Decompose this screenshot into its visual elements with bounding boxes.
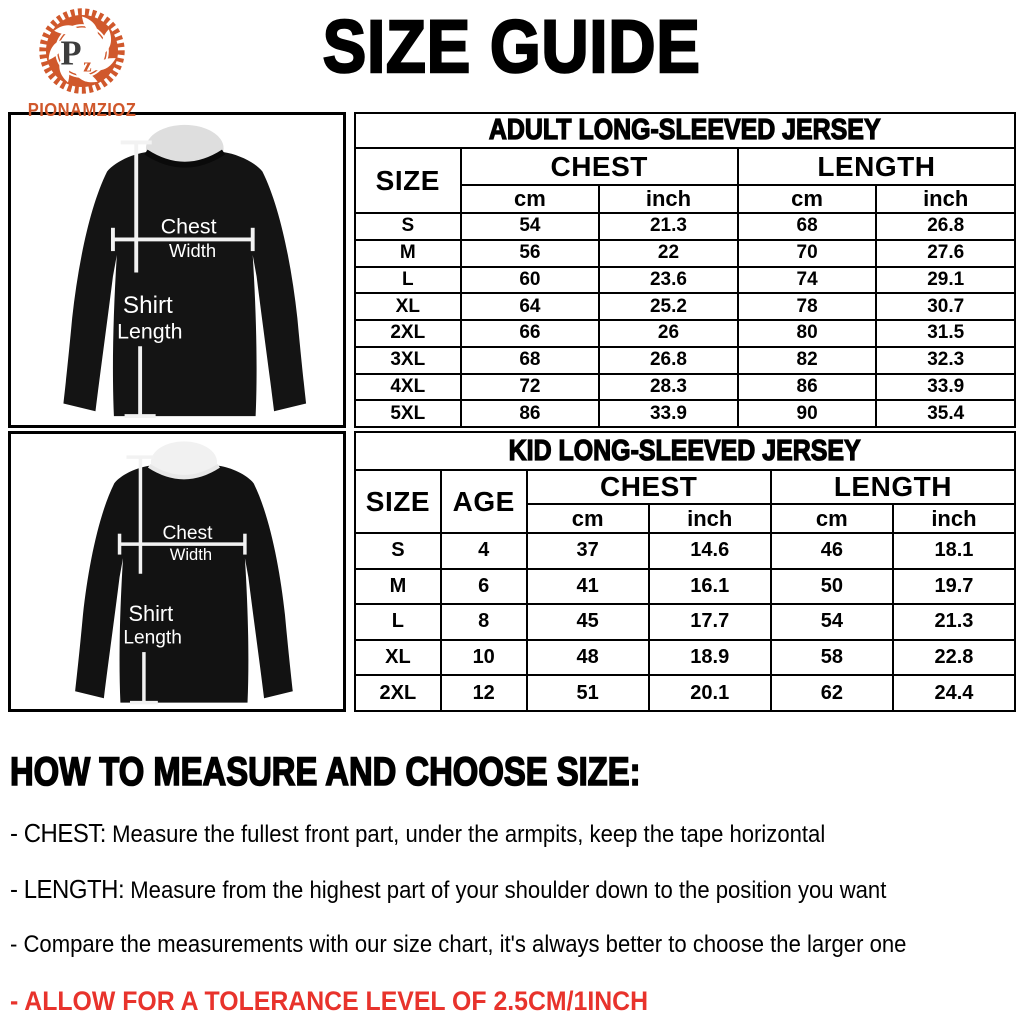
value-cell: 54 xyxy=(771,604,893,640)
table-row xyxy=(355,569,1015,605)
length-label-2: Length xyxy=(117,318,183,343)
value-cell: 30.7 xyxy=(876,293,1015,320)
table-row xyxy=(355,675,1015,711)
value-cell: 29.1 xyxy=(876,267,1015,294)
table-row xyxy=(355,320,1015,347)
bullet-text: Measure from the highest part of your shoulder down to the position you want xyxy=(130,877,887,905)
adult-table-title: ADULT LONG-SLEEVED JERSEY xyxy=(355,113,1015,148)
how-to-section xyxy=(10,752,1014,1017)
size-cell: M xyxy=(355,569,441,605)
unit-header-inch: inch xyxy=(876,185,1015,213)
value-cell: 16.1 xyxy=(649,569,771,605)
unit-header-inch: inch xyxy=(649,504,771,533)
value-cell: 86 xyxy=(738,374,877,401)
size-cell: 4XL xyxy=(355,374,461,401)
unit-header-cm: cm xyxy=(738,185,877,213)
value-cell: 22 xyxy=(599,240,738,267)
value-cell: 72 xyxy=(461,374,600,401)
col-header-age: AGE xyxy=(441,470,527,533)
unit-header-cm: cm xyxy=(771,504,893,533)
chest-label-2: Width xyxy=(168,239,217,261)
value-cell: 18.9 xyxy=(649,640,771,676)
header xyxy=(0,0,1024,120)
value-cell: 45 xyxy=(527,604,649,640)
value-cell: 26.8 xyxy=(876,213,1015,240)
adult-table-body xyxy=(355,213,1015,427)
brand-name: PIONAMZIOZ xyxy=(27,100,137,120)
col-header-chest: CHEST xyxy=(461,148,738,185)
size-cell: 3XL xyxy=(355,347,461,374)
col-header-length: LENGTH xyxy=(771,470,1015,504)
value-cell: 17.7 xyxy=(649,604,771,640)
brand-block xyxy=(20,4,144,121)
unit-header-cm: cm xyxy=(527,504,649,533)
bullet-label: - LENGTH: xyxy=(10,874,125,905)
table-row xyxy=(355,533,1015,569)
value-cell: 54 xyxy=(461,213,600,240)
value-cell: 32.3 xyxy=(876,347,1015,374)
value-cell: 70 xyxy=(738,240,877,267)
table-row xyxy=(355,213,1015,240)
table-row xyxy=(355,293,1015,320)
value-cell: 51 xyxy=(527,675,649,711)
value-cell: 27.6 xyxy=(876,240,1015,267)
size-cell: XL xyxy=(355,640,441,676)
monogram-z: z xyxy=(83,55,92,77)
col-header-chest: CHEST xyxy=(527,470,771,504)
kid-size-table xyxy=(354,431,1016,712)
bullet-text: Measure the fullest front part, under the armpits, keep the tape horizontal xyxy=(112,821,826,848)
value-cell: 46 xyxy=(771,533,893,569)
value-cell: 66 xyxy=(461,320,600,347)
size-cell: M xyxy=(355,240,461,267)
value-cell: 33.9 xyxy=(876,374,1015,401)
kid-table-body xyxy=(355,533,1015,711)
adult-section xyxy=(8,112,1016,428)
value-cell: 21.3 xyxy=(599,213,738,240)
bullet-length xyxy=(10,875,1014,904)
bullet-compare xyxy=(10,932,1014,958)
value-cell: 18.1 xyxy=(893,533,1015,569)
value-cell: 78 xyxy=(738,293,877,320)
adult-shirt-panel xyxy=(8,112,346,428)
length-label-2: Length xyxy=(123,626,182,648)
table-row xyxy=(355,347,1015,374)
table-row xyxy=(355,267,1015,294)
unit-header-inch: inch xyxy=(893,504,1015,533)
shirt-silhouette xyxy=(63,152,306,416)
chest-label-2: Width xyxy=(169,544,213,564)
table-row xyxy=(355,240,1015,267)
col-header-length: LENGTH xyxy=(738,148,1015,185)
value-cell: 58 xyxy=(771,640,893,676)
kid-table-title: KID LONG-SLEEVED JERSEY xyxy=(355,432,1015,470)
value-cell: 56 xyxy=(461,240,600,267)
value-cell: 62 xyxy=(771,675,893,711)
table-row xyxy=(355,604,1015,640)
length-label-1: Shirt xyxy=(122,291,173,319)
value-cell: 64 xyxy=(461,293,600,320)
value-cell: 4 xyxy=(441,533,527,569)
value-cell: 22.8 xyxy=(893,640,1015,676)
brand-logo-icon xyxy=(35,4,129,98)
value-cell: 68 xyxy=(738,213,877,240)
value-cell: 31.5 xyxy=(876,320,1015,347)
chest-label-1: Chest xyxy=(162,522,213,544)
value-cell: 74 xyxy=(738,267,877,294)
value-cell: 82 xyxy=(738,347,877,374)
bullet-tolerance xyxy=(10,987,1014,1017)
value-cell: 21.3 xyxy=(893,604,1015,640)
value-cell: 90 xyxy=(738,400,877,427)
value-cell: 33.9 xyxy=(599,400,738,427)
table-row xyxy=(355,400,1015,427)
unit-header-cm: cm xyxy=(461,185,600,213)
col-header-size: SIZE xyxy=(355,148,461,213)
bullet-label: - CHEST: xyxy=(10,818,106,848)
kid-shirt-panel xyxy=(8,431,346,712)
bullet-text: - ALLOW FOR A TOLERANCE LEVEL OF 2.5CM/1INCH xyxy=(10,986,649,1017)
size-cell: L xyxy=(355,604,441,640)
value-cell: 26.8 xyxy=(599,347,738,374)
value-cell: 10 xyxy=(441,640,527,676)
value-cell: 60 xyxy=(461,267,600,294)
value-cell: 8 xyxy=(441,604,527,640)
value-cell: 20.1 xyxy=(649,675,771,711)
value-cell: 14.6 xyxy=(649,533,771,569)
monogram-p: P xyxy=(60,34,82,73)
how-to-heading: HOW TO MEASURE AND CHOOSE SIZE: xyxy=(10,750,641,794)
size-cell: S xyxy=(355,533,441,569)
value-cell: 50 xyxy=(771,569,893,605)
value-cell: 24.4 xyxy=(893,675,1015,711)
value-cell: 12 xyxy=(441,675,527,711)
value-cell: 48 xyxy=(527,640,649,676)
value-cell: 23.6 xyxy=(599,267,738,294)
unit-header-inch: inch xyxy=(599,185,738,213)
size-cell: 5XL xyxy=(355,400,461,427)
chest-label-1: Chest xyxy=(160,214,217,239)
bullet-text: - Compare the measurements with our size chart, it's always better to choose the larger one xyxy=(10,930,907,958)
bullet-chest xyxy=(10,819,1014,848)
table-row xyxy=(355,640,1015,676)
adult-shirt-diagram xyxy=(12,119,342,422)
size-cell: S xyxy=(355,213,461,240)
value-cell: 25.2 xyxy=(599,293,738,320)
value-cell: 6 xyxy=(441,569,527,605)
page-title: SIZE GUIDE xyxy=(323,5,701,88)
size-cell: 2XL xyxy=(355,320,461,347)
value-cell: 26 xyxy=(599,320,738,347)
value-cell: 37 xyxy=(527,533,649,569)
size-cell: 2XL xyxy=(355,675,441,711)
value-cell: 35.4 xyxy=(876,400,1015,427)
size-cell: XL xyxy=(355,293,461,320)
value-cell: 68 xyxy=(461,347,600,374)
adult-size-table xyxy=(354,112,1016,428)
length-label-1: Shirt xyxy=(128,600,174,626)
size-cell: L xyxy=(355,267,461,294)
value-cell: 41 xyxy=(527,569,649,605)
value-cell: 80 xyxy=(738,320,877,347)
shirt-silhouette xyxy=(75,465,293,702)
table-row xyxy=(355,374,1015,401)
value-cell: 19.7 xyxy=(893,569,1015,605)
kid-shirt-diagram xyxy=(29,436,325,708)
kid-section xyxy=(8,431,1016,712)
value-cell: 28.3 xyxy=(599,374,738,401)
col-header-size: SIZE xyxy=(355,470,441,533)
value-cell: 86 xyxy=(461,400,600,427)
